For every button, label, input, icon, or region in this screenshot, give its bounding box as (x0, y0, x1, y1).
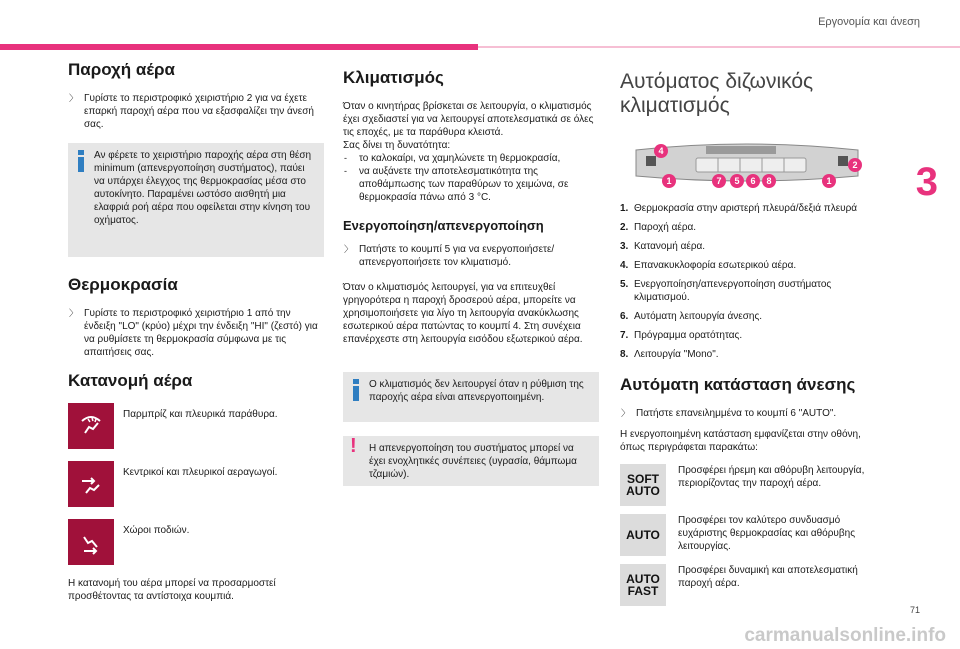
onoff-paragraph: Όταν ο κλιματισμός λειτουργεί, για να επιτευχθεί γρηγορότερα η παροχή δροσερού αέρα, μπορείτε να χρησιμοποιήσετε για λίγο τη λειτουργία ανακύκλωσης εσωτερικού αέρα πατώντας το κουμπί 4. Στη συνέχεια επανέρχεστε στη λειτουργία εισόδου εξωτερικού αέρα. (343, 282, 583, 345)
auto-ac-title: Αυτόματος διζωνικός κλιματισμός (620, 70, 814, 117)
info-icon (76, 150, 86, 172)
ac-dash-1: - το καλοκαίρι, να χαμηλώνετε τη θερμοκρασία, (344, 153, 561, 164)
callout-5: 5 (730, 174, 744, 188)
auto-mode-title: Αυτόματη κατάσταση άνεσης (620, 375, 856, 394)
callout-4: 4 (654, 144, 668, 158)
list-item: 1. Θερμοκρασία στην αριστερή πλευρά/δεξιά πλευρά (620, 203, 858, 214)
list-item: 6. Αυτόματη λειτουργία άνεσης. (620, 311, 763, 322)
distribution-item-windscreen: Παρμπρίζ και πλευρικά παράθυρα. (68, 403, 324, 449)
airflow-title: Παροχή αέρα (68, 60, 175, 79)
column-left (68, 60, 324, 613)
distribution-item-face: Κεντρικοί και πλευρικοί αεραγωγοί. (68, 461, 324, 507)
list-item: 2. Παροχή αέρα. (620, 222, 697, 233)
windscreen-vent-icon (68, 403, 114, 449)
distribution-item-footwell: Χώροι ποδιών. (68, 519, 324, 565)
chapter-number: 3 (915, 160, 938, 204)
list-item: 7. Πρόγραμμα ορατότητας. (620, 330, 743, 341)
arrow-bullet-icon: 〉 (69, 308, 79, 318)
mode-auto: AUTO Προσφέρει τον καλύτερο συνδυασμό ευχάριστης θερμοκρασίας και αθόρυβης λειτουργίας. (620, 514, 882, 556)
header-accent-line (478, 46, 960, 48)
arrow-bullet-icon: 〉 (344, 244, 354, 254)
ac-intro: Όταν ο κινητήρας βρίσκεται σε λειτουργία, ο κλιματισμός έχει σχεδιαστεί για να λειτουργεί αποτελεσματικά σε όλες τις εποχές, με τα παράθυρα κλειστά. (343, 101, 594, 138)
auto-mode-bullet: 〉 Πατήστε επανειλημμένα το κουμπί 6 "AUTO". (621, 408, 837, 419)
watermark: carmanualsonline.info (744, 625, 946, 646)
list-item: 4. Επανακυκλοφορία εσωτερικού αέρα. (620, 260, 797, 271)
airflow-info-box: Αν φέρετε το χειριστήριο παροχής αέρα στη θέση minimum (απενεργοποίηση συστήματος), παύει να υπάρχει έλεγχος της θερμοκρασίας μέσα στο αυτοκίνητο. Παραμένει ωστόσο αισθητή μια ελαφριά ροή αέρα που οφείλεται στην κίνηση του οχήματος. (68, 143, 324, 257)
control-panel-diagram (626, 130, 866, 190)
auto-fast-icon: AUTO FAST (620, 564, 666, 606)
arrow-bullet-icon: 〉 (69, 93, 79, 103)
page-number: 71 (909, 605, 920, 615)
column-right (620, 60, 882, 614)
ac-dash-2: - να αυξάνετε την αποτελεσματικότητα της αποθάμπωσης των παραθύρων το χειμώνα, σε θερμοκρασία πάνω από 3 °C. (344, 166, 569, 203)
temperature-title: Θερμοκρασία (68, 275, 178, 294)
callout-2: 2 (848, 158, 862, 172)
auto-icon: AUTO (620, 514, 666, 556)
callout-1-left: 1 (662, 174, 676, 188)
soft-auto-icon: SOFT AUTO (620, 464, 666, 506)
onoff-bullet: 〉 Πατήστε το κουμπί 5 για να ενεργοποιήσετε/απενεργοποιήσετε τον κλιματισμό. (344, 244, 555, 268)
ac-lead: Σας δίνει τη δυνατότητα: (343, 140, 451, 151)
callout-7: 7 (712, 174, 726, 188)
callout-1-right: 1 (822, 174, 836, 188)
list-item: 5. Ενεργοποίηση/απενεργοποίηση συστήματος κλιματισμού. (620, 279, 832, 303)
section-title: Εργονομία και άνεση (818, 16, 920, 28)
list-item: 8. Λειτουργία "Mono". (620, 349, 719, 360)
ac-info-box: Ο κλιματισμός δεν λειτουργεί όταν η ρύθμιση της παροχής αέρα είναι απενεργοποιημένη. (343, 372, 599, 422)
onoff-title: Ενεργοποίηση/απενεργοποίηση (343, 218, 544, 233)
mode-auto-fast: AUTO FAST Προσφέρει δυναμική και αποτελεσματική παροχή αέρα. (620, 564, 882, 606)
footwell-vent-icon (68, 519, 114, 565)
airflow-bullet: 〉 Γυρίστε το περιστροφικό χειριστήριο 2 για να έχετε επαρκή παροχή αέρα που να εξασφαλίζει την άνεσή σας. (69, 93, 314, 130)
ac-title: Κλιματισμός (343, 68, 444, 87)
distribution-title: Κατανομή αέρα (68, 371, 193, 390)
auto-mode-paragraph: Η ενεργοποιημένη κατάσταση εμφανίζεται στην οθόνη, όπως περιγράφεται παρακάτω: (620, 429, 861, 453)
callout-6: 6 (746, 174, 760, 188)
mode-soft-auto: SOFT AUTO Προσφέρει ήρεμη και αθόρυβη λειτουργία, περιορίζοντας την παροχή αέρα. (620, 464, 882, 506)
callout-8: 8 (762, 174, 776, 188)
face-vent-icon (68, 461, 114, 507)
ac-warning-box: ! Η απενεργοποίηση του συστήματος μπορεί να έχει ενοχλητικές συνέπειες (υγρασία, θάμπωμα τζαμιών). (343, 436, 599, 486)
header-accent-bar (0, 44, 478, 50)
warning-icon: ! (350, 435, 357, 457)
distribution-footer: Η κατανομή του αέρα μπορεί να προσαρμοστεί προσθέτοντας τα αντίστοιχα κουμπιά. (68, 578, 276, 602)
temperature-bullet: 〉 Γυρίστε το περιστροφικό χειριστήριο 1 από την ένδειξη "LO" (κρύο) μέχρι την ένδειξη "HI" (ζεστό) για να ρυθμίσετε τη θερμοκρασία σύμφωνα με τις απαιτήσεις σας. (69, 308, 318, 358)
arrow-bullet-icon: 〉 (621, 408, 631, 418)
list-item: 3. Κατανομή αέρα. (620, 241, 706, 252)
column-middle (343, 60, 599, 500)
info-icon (351, 379, 361, 401)
control-legend-list (620, 202, 882, 361)
